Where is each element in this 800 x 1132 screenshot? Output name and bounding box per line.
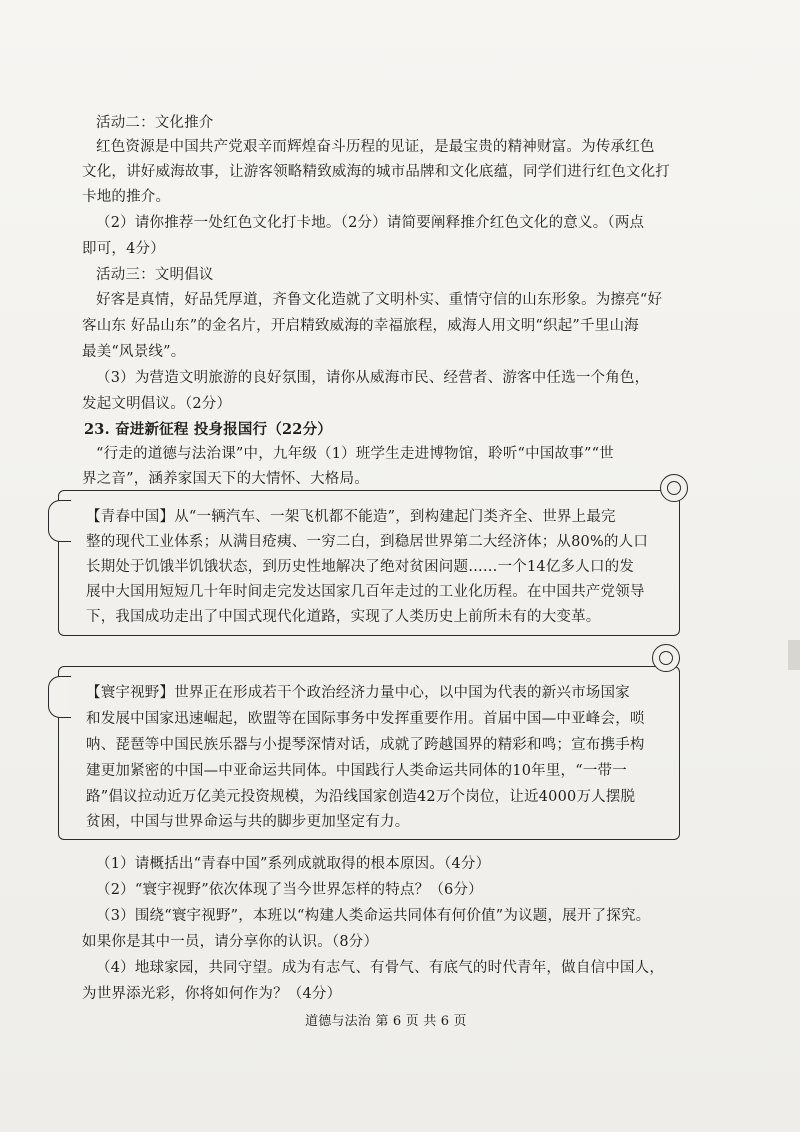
- activity3-question-line: （3）为营造文明旅游的良好氛围，请你从威海市民、经营者、游客中任选一个角色，: [96, 370, 650, 386]
- activity2-para-line: 文化，讲好威海故事，让游客领略精致威海的城市品牌和文化底蕴，同学们进行红色文化打: [82, 164, 670, 180]
- activity3-question-line: 发起文明倡议。（2分）: [82, 396, 232, 412]
- activity3-para-line: 客山东 好品山东”的金名片，开启精致威海的幸福旅程，威海人用文明“织起”千里山海: [82, 318, 639, 334]
- activity2-question-line: 即可，4分）: [82, 241, 165, 257]
- scan-edge-shadow: [788, 640, 800, 670]
- activity2-heading: 活动二：文化推介: [96, 115, 214, 131]
- activity2-para-line: 红色资源是中国共产党艰辛而辉煌奋斗历程的见证，是最宝贵的精神财富。为传承红色: [96, 139, 655, 155]
- box2-line: 建更加紧密的中国—中亚命运共同体。中国践行人类命运共同体的10年里，“一带一: [86, 763, 627, 779]
- box1-line: 长期处于饥饿半饥饿状态，到历史性地解决了绝对贫困问题……一个14亿多人口的发: [86, 559, 635, 575]
- box1-line: 【青春中国】从“一辆汽车、一架飞机都不能造”，到构建起门类齐全、世界上最完: [86, 509, 616, 525]
- sub-question-line: 为世界添光彩，你将如何作为？（4分）: [82, 986, 342, 1002]
- activity2-para-line: 卡地的推介。: [82, 189, 171, 205]
- box2-line: 【寰宇视野】世界正在形成若干个政治经济力量中心，以中国为代表的新兴市场国家: [86, 685, 630, 701]
- box1-line: 下，我国成功走出了中国式现代化道路，实现了人类历史上前所未有的大变革。: [86, 609, 601, 625]
- box2-line: 呐、琵琶等中国民族乐器与小提琴深情对话，成就了跨越国界的精彩和鸣；宣布携手构: [86, 737, 645, 753]
- sub-question-line: （1）请概括出“青春中国”系列成就取得的根本原因。（4分）: [96, 856, 491, 872]
- sub-question-line: （2）“寰宇视野”依次体现了当今世界怎样的特点？（6分）: [96, 882, 483, 898]
- scroll-roll-icon: [652, 644, 680, 672]
- scroll-curl-icon: [48, 676, 71, 718]
- box2-line: 路”倡议拉动近万亿美元投资规模，为沿线国家创造42万个岗位，让近4000万人摆脱: [86, 789, 636, 805]
- scroll-roll-icon: [660, 474, 688, 502]
- box2-line: 贫困，中国与世界命运与共的脚步更加坚定有力。: [86, 814, 410, 830]
- box2-line: 和发展中国家迅速崛起，欧盟等在国际事务中发挥重要作用。首届中国—中亚峰会，唢: [86, 711, 645, 727]
- page-footer: 道德与法治 第 6 页 共 6 页: [305, 1014, 467, 1029]
- box1-line: 展中大国用短短几十年时间走完发达国家几百年走过的工业化历程。在中国共产党领导: [86, 584, 645, 600]
- activity2-question-line: （2）请你推荐一处红色文化打卡地。（2分）请简要阐释推介红色文化的意义。（两点: [96, 215, 645, 231]
- scroll-curl-icon: [48, 500, 71, 542]
- sub-question-line: 如果你是其中一员，请分享你的认识。（8分）: [82, 934, 379, 950]
- question-23-intro-line: 界之音”，涵养家国天下的大情怀、大格局。: [82, 471, 369, 487]
- sub-question-line: （4）地球家园，共同守望。成为有志气、有骨气、有底气的时代青年，做自信中国人，: [96, 960, 665, 976]
- activity3-para-line: 最美“风景线”。: [82, 344, 186, 360]
- sub-question-line: （3）围绕“寰宇视野”，本班以“构建人类命运共同体有何价值”为议题，展开了探究。: [96, 908, 651, 924]
- activity3-heading: 活动三：文明倡议: [96, 267, 214, 283]
- box1-line: 整的现代工业体系；从满目疮痍、一穷二白，到稳居世界第二大经济体；从80%的人口: [86, 534, 649, 550]
- question-23-intro-line: “行走的道德与法治课”中，九年级（1）班学生走进博物馆，聆听“中国故事”“世: [96, 446, 614, 462]
- question-23-title: 23. 奋进新征程 投身报国行（22分）: [84, 421, 332, 438]
- activity3-para-line: 好客是真情，好品凭厚道，齐鲁文化造就了文明朴实、重情守信的山东形象。为擦亮“好: [96, 292, 663, 308]
